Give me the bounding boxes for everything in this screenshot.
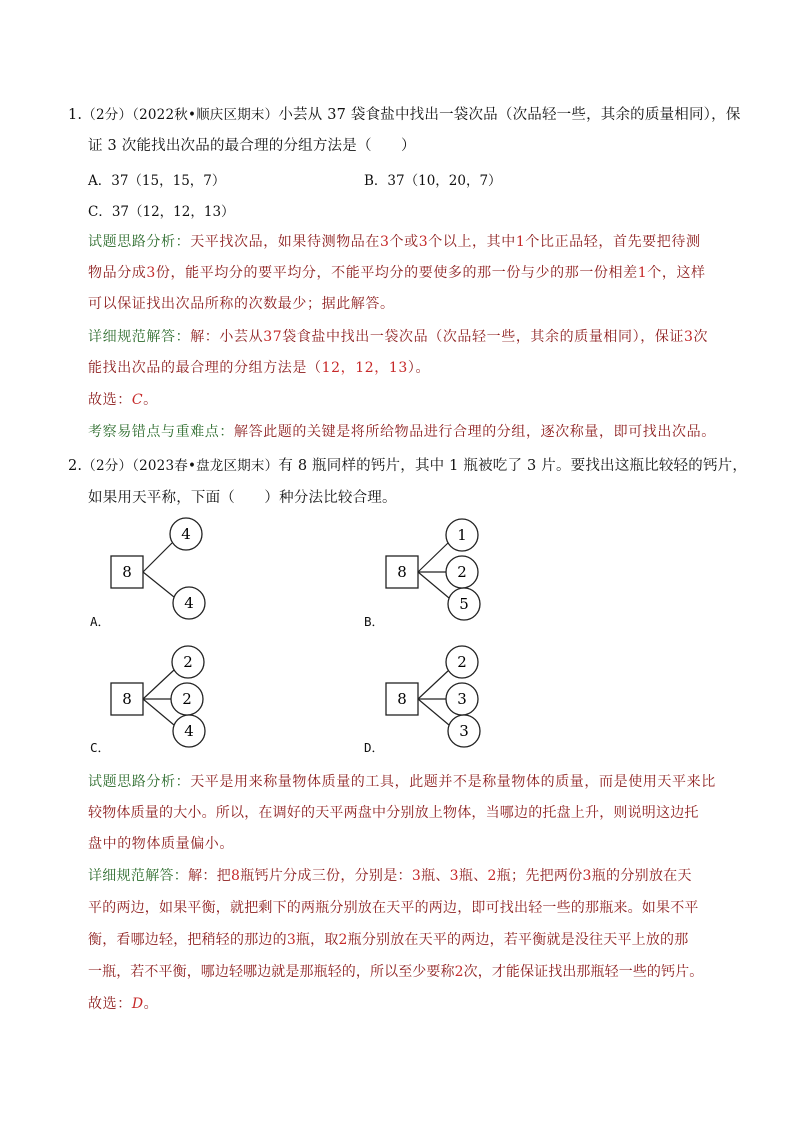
root-value: 8 [397, 563, 407, 581]
number: 1 [637, 265, 648, 281]
number: 2 [338, 932, 348, 948]
number: 1 [515, 234, 526, 250]
q2-solution-label: 详细规范解答： [88, 868, 189, 884]
answer-label: 故选： [88, 996, 132, 1012]
leaf-value: 2 [182, 690, 192, 708]
leaf-value: 2 [457, 563, 467, 581]
text: 。 [143, 996, 159, 1012]
q2-analysis-l3: 盘中的物体质量偏小。 [88, 836, 234, 852]
q2-analysis-l2: 较物体质量的大小。所以，在调好的天平两盘中分别放上物体，当哪边的托盘上升，则说明这边托 [88, 805, 699, 821]
q2-answer [88, 993, 158, 1013]
root-value: 8 [122, 563, 132, 581]
q2-analysis-l1 [88, 771, 716, 791]
q2-text-l2: 如果用天平称，下面（ ）种分法比较合理。 [88, 490, 397, 506]
diagram-a[interactable] [111, 518, 205, 619]
q2-option-a-label[interactable]: A． [90, 614, 111, 629]
q1-number: 1. [68, 107, 83, 123]
q2-solution-l1 [88, 865, 692, 885]
text: 天平找次品，如果待测物品在 [190, 234, 381, 250]
q2-analysis-label: 试题思路分析： [88, 774, 191, 790]
text: 瓶钙片分成三份，分别是： [240, 868, 412, 884]
branch-line [418, 670, 449, 699]
answer-value: C [131, 392, 144, 408]
text: 瓶；先把两份 [496, 868, 583, 884]
branch-line [143, 699, 174, 725]
text: 个以上，其中 [428, 234, 516, 250]
leaf-value: 4 [184, 722, 194, 740]
text: ）。 [407, 360, 431, 376]
q2-option-c-label[interactable]: C． [90, 740, 111, 755]
text: 瓶，取 [295, 932, 339, 948]
q1-option-a[interactable]: A．37（15，15，7） [88, 173, 226, 189]
text: 次 [693, 329, 709, 345]
text: 能找出次品的最合理的分组方法是（ [88, 360, 322, 376]
leaf-value: 5 [459, 595, 469, 613]
text: 天平是用来称量物体质量的工具，此题并不是称量物体的质量，而是使用天平来比 [190, 774, 716, 790]
leaf-value: 4 [184, 594, 194, 612]
q1-analysis-l3: 可以保证找出次品所称的次数最少；据此解答。 [88, 296, 395, 312]
q1-option-b[interactable]: B．37（10，20，7） [364, 173, 502, 189]
text: 次，才能保证找出那瓶轻一些的钙片。 [463, 964, 704, 980]
number: 3 [582, 868, 592, 884]
number: 3 [146, 265, 156, 281]
q2-number: 2. [68, 458, 83, 474]
q2-meta: （2分）（2023春•盘龙区期末） [82, 458, 279, 474]
q2-option-d-label[interactable]: D． [364, 740, 385, 755]
number: 8 [231, 868, 241, 884]
text: 衡，看哪边轻，把稍轻的那边的 [88, 932, 287, 948]
q1-meta: （2分）（2022秋•顺庆区期末） [82, 107, 279, 123]
text: 瓶分别放在天平的两边，若平衡就是没往天平上放的那 [347, 932, 689, 948]
text: 袋食盐中找出一袋次品（次品轻一些，其余的质量相同），保证 [282, 329, 685, 345]
text: 解：小芸从 [190, 329, 264, 345]
q1-text-l2: 证 3 次能找出次品的最合理的分组方法是（ ） [88, 138, 416, 154]
leaf-value: 4 [181, 525, 191, 543]
q1-solution-label: 详细规范解答： [88, 329, 191, 345]
leaf-value: 1 [457, 526, 467, 544]
keypoint-label: 考察易错点与重难点： [88, 424, 234, 440]
leaf-value: 3 [457, 690, 467, 708]
text: 个或 [389, 234, 419, 250]
text: 瓶、 [421, 868, 450, 884]
q2-solution-l2: 平的两边，如果平衡，就把剩下的两瓶分别放在天平的两边，即可找出轻一些的那瓶来。如果不平 [88, 900, 699, 916]
q2-option-b-label[interactable]: B． [364, 614, 385, 629]
root-value: 8 [397, 690, 407, 708]
number: 3 [411, 868, 422, 884]
diagram-b[interactable] [386, 519, 480, 620]
answer-label: 故选： [88, 392, 132, 408]
keypoint-text: 解答此题的关键是将所给物品进行合理的分组，逐次称量，即可找出次品。 [234, 424, 716, 440]
number: 3 [286, 932, 296, 948]
text: 物品分成 [88, 265, 147, 281]
q1-analysis-label: 试题思路分析： [88, 234, 191, 250]
branch-line [143, 543, 172, 572]
answer-value: D [131, 996, 144, 1012]
q2-solution-l4 [88, 961, 703, 981]
leaf-value: 2 [457, 653, 467, 671]
text: 。 [143, 392, 158, 408]
number: 3 [449, 868, 459, 884]
branch-line [143, 670, 174, 699]
text: 瓶、 [458, 868, 488, 884]
number: 3 [380, 234, 390, 250]
q1-text-l1: 小芸从 37 袋食盐中找出一袋次品（次品轻一些，其余的质量相同），保 [278, 107, 741, 123]
leaf-value: 2 [183, 653, 193, 671]
q2-solution-l3 [88, 929, 688, 949]
q2-text-l1: 有 8 瓶同样的钙片，其中 1 瓶被吃了 3 片。要找出这瓶比较轻的钙片， [278, 458, 748, 474]
number: 2 [454, 964, 464, 980]
leaf-value: 3 [459, 722, 469, 740]
text: 个比正品轻，首先要把待测 [525, 234, 701, 250]
branch-line [143, 572, 174, 597]
number: 3 [418, 234, 429, 250]
number: 37 [263, 329, 283, 345]
diagram-c[interactable] [111, 646, 205, 747]
root-value: 8 [122, 690, 132, 708]
branch-line [418, 699, 449, 725]
number: 12，12，13 [321, 360, 408, 376]
text: 份，能平均分的要平均分，不能平均分的要使多的那一份与少的那一份相差 [155, 265, 638, 281]
branch-line [418, 572, 449, 598]
diagram-d[interactable] [386, 646, 480, 747]
text: 解：把 [188, 868, 232, 884]
text: 个，这样 [647, 265, 706, 281]
number: 2 [487, 868, 497, 884]
number: 3 [684, 329, 694, 345]
text: 一瓶，若不平衡，哪边轻哪边就是那瓶轻的，所以至少要称 [88, 964, 455, 980]
branch-line [418, 542, 449, 572]
text: 瓶的分别放在天 [591, 868, 692, 884]
q1-option-c[interactable]: C．37（12，12，13） [88, 204, 235, 220]
